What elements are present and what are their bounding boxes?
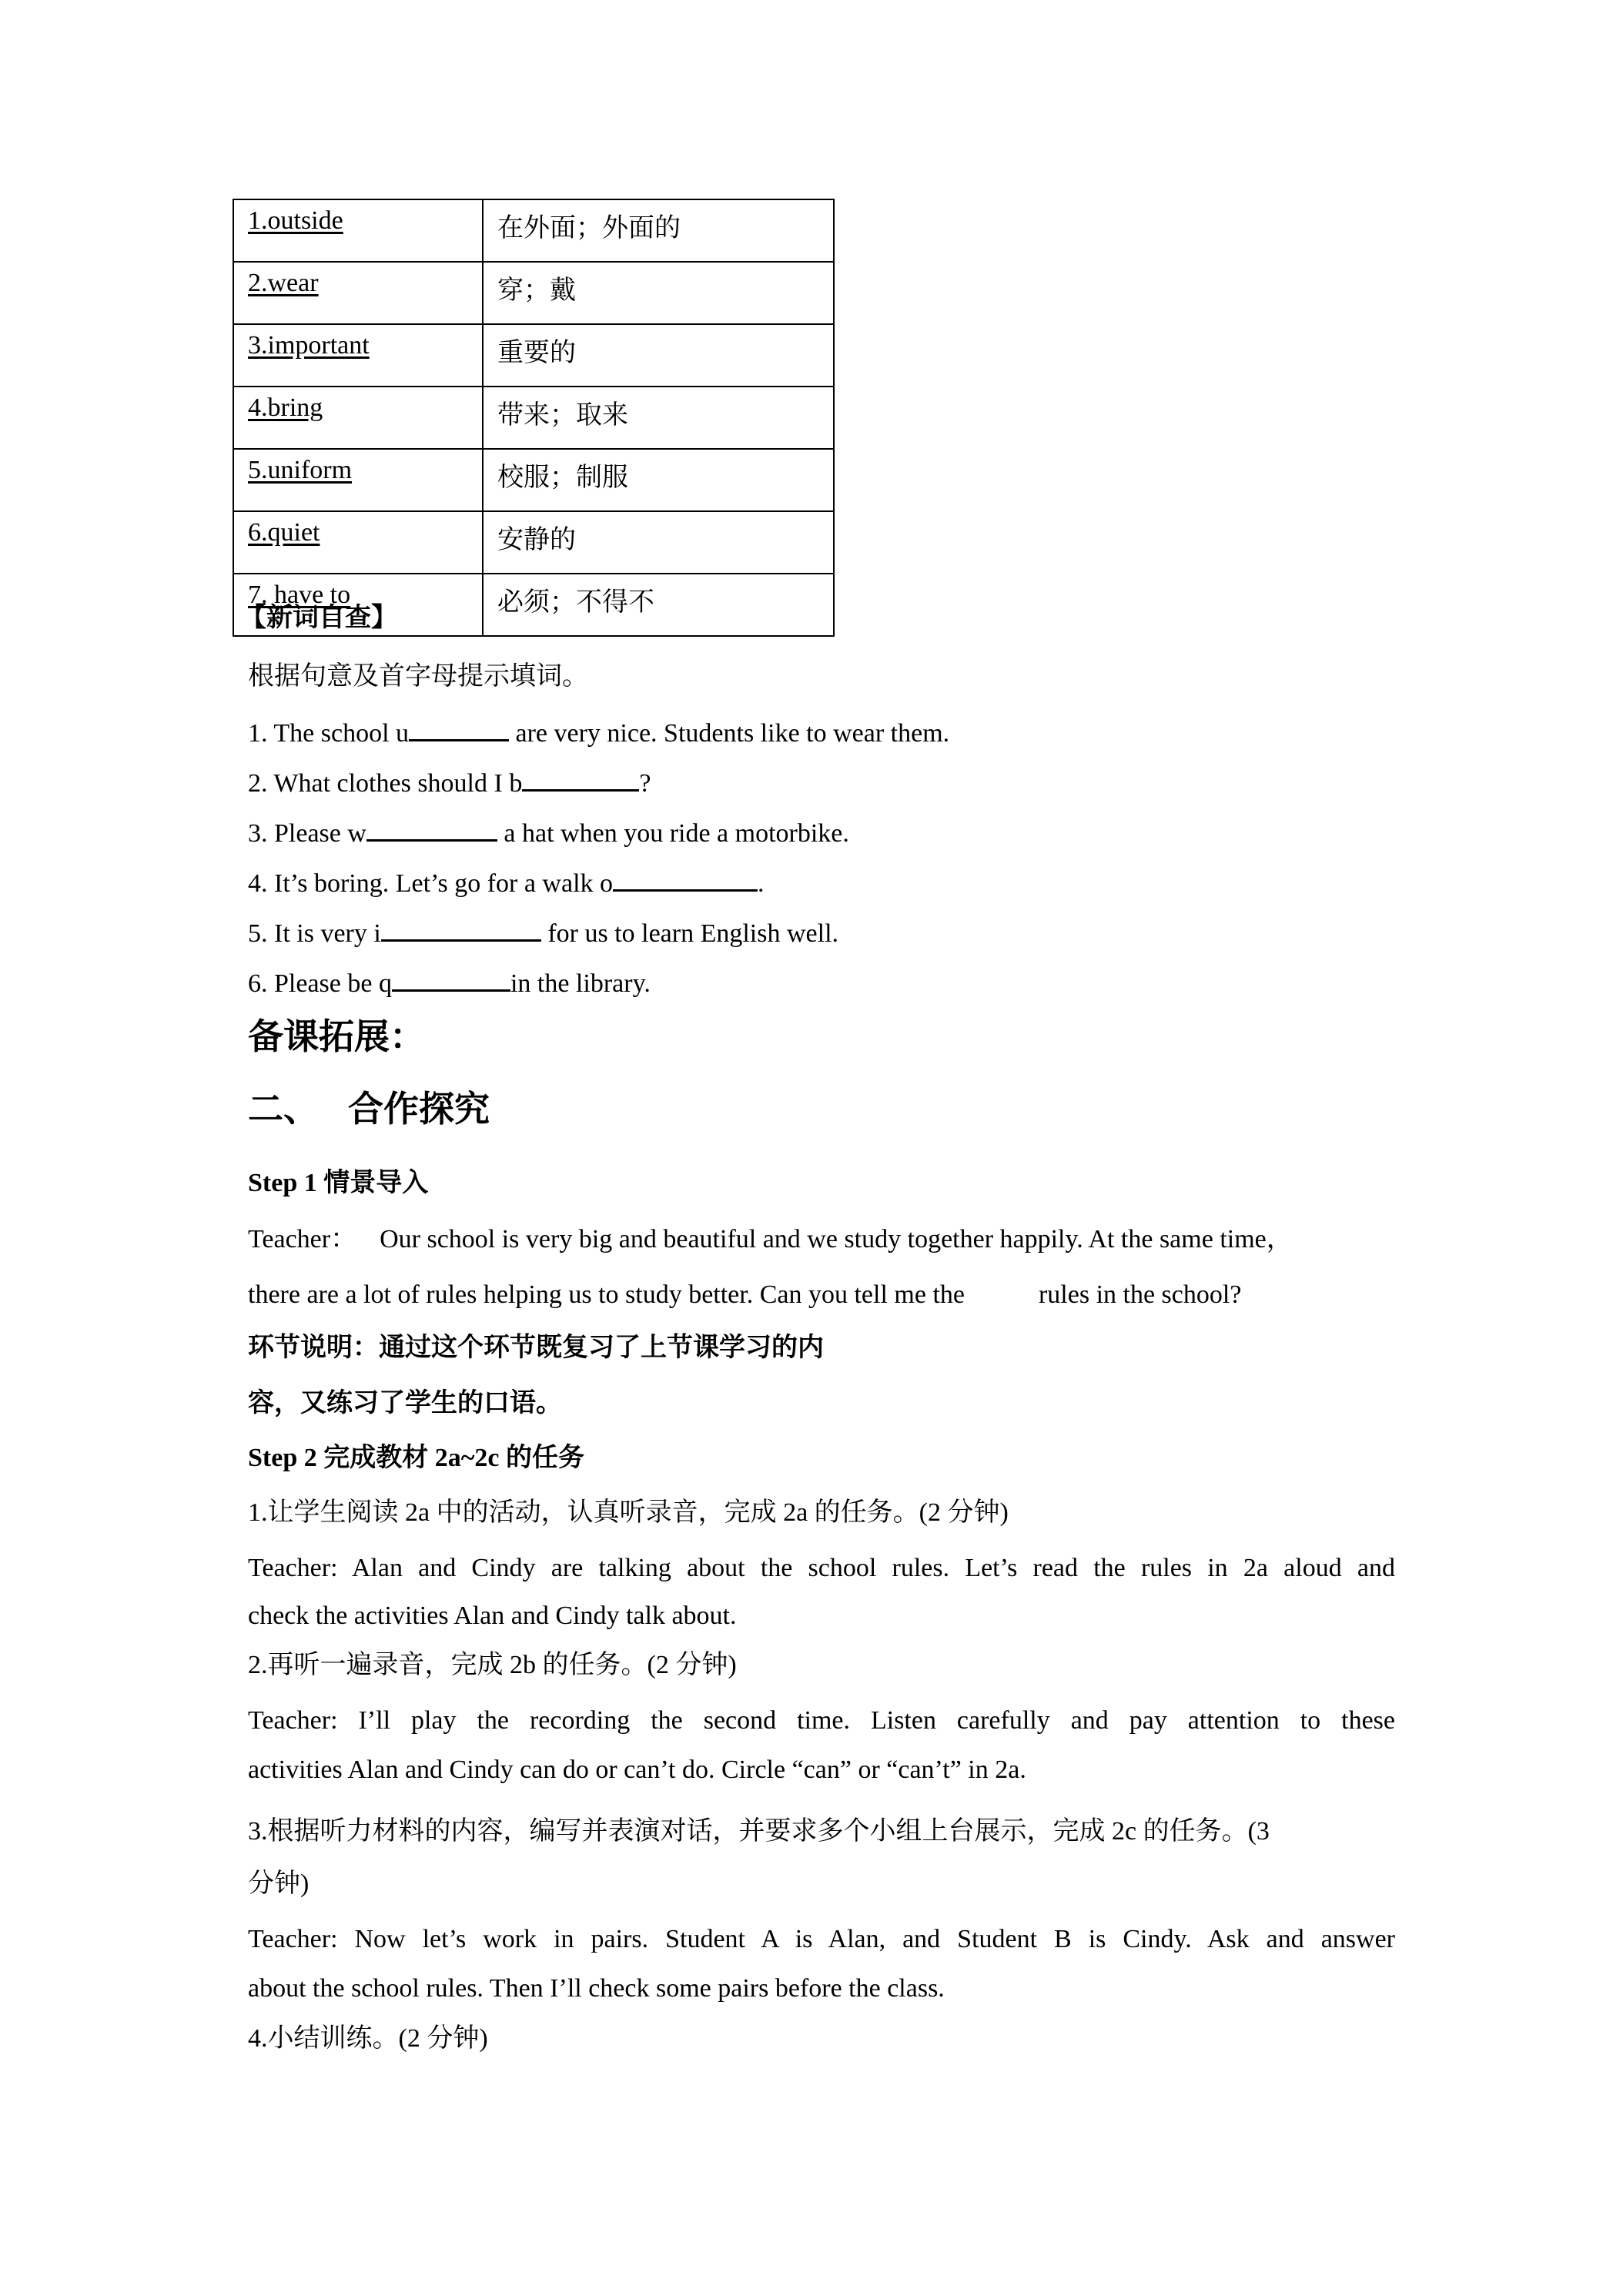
vocab-word-cell [233, 387, 483, 449]
vocab-word: 1.outside [248, 206, 343, 235]
step1-note-1: 环节说明：通过这个环节既复习了上节课学习的内 [248, 1334, 824, 1362]
vocab-word: 6.quiet [248, 518, 320, 547]
step1-note-2: 容，又练习了学生的口语。 [248, 1389, 562, 1417]
prep-extension-heading: 备课拓展： [248, 1017, 425, 1056]
step2-task-4: 4.小结训练。(2 分钟) [248, 2024, 488, 2053]
fill-item-2: 2. What clothes should I b ? [248, 766, 651, 797]
vocab-row [233, 387, 834, 449]
vocab-meaning: 带来；取来 [483, 387, 834, 449]
vocab-row [233, 511, 834, 574]
step2-title: Step 2 完成教材 2a~2c 的任务 [248, 1444, 585, 1472]
fill-blank[interactable] [613, 866, 758, 892]
fill-item-3: 3. Please w a hat when you ride a motorbike. [248, 816, 849, 847]
step1-teacher-line2: there are a lot of rules helping us to study better. Can you tell me the rules in the school? [248, 1280, 1242, 1309]
vocab-meaning: 必须；不得不 [483, 574, 834, 636]
vocab-word: 2.wear [248, 269, 319, 297]
fill-blank[interactable] [409, 716, 509, 741]
vocab-row [233, 262, 834, 324]
section-heading: 二、 合作探究 [248, 1089, 490, 1129]
step2-task-2: 2.再听一遍录音，完成 2b 的任务。(2 分钟) [248, 1651, 737, 1679]
fill-blank[interactable] [366, 816, 497, 842]
vocab-row [233, 449, 834, 511]
step1-teacher-line1: Teacher： Our school is very big and beautiful and we study together happily. At the same time， [248, 1225, 1293, 1253]
fill-item-1: 1. The school u are very nice. Students like to wear them. [248, 716, 949, 747]
fill-blank[interactable] [381, 916, 541, 942]
vocab-word-cell [233, 511, 483, 574]
vocab-word-cell [233, 324, 483, 387]
step2-task-3-1: 3.根据听力材料的内容，编写并表演对话，并要求多个小组上台展示，完成 2c 的任务。(3 [248, 1817, 1270, 1846]
step2-task-1-teacher-1: Teacher: Alan and Cindy are talking about the school rules. Let’s read the rules in 2a aloud and [248, 1554, 1395, 1582]
step2-task-2-teacher-2: activities Alan and Cindy can do or can’t do. Circle “can” or “can’t” in 2a. [248, 1755, 1026, 1784]
fill-blank[interactable] [522, 766, 639, 792]
step2-task-1: 1.让学生阅读 2a 中的活动，认真听录音，完成 2a 的任务。(2 分钟) [248, 1498, 1009, 1527]
step2-task-3-teacher-2: about the school rules. Then I’ll check some pairs before the class. [248, 1974, 945, 2003]
vocab-row [233, 324, 834, 387]
self-check-heading: 【新词自查】 [240, 604, 397, 632]
vocab-word: 7. have to [248, 581, 351, 609]
vocab-meaning: 安静的 [483, 511, 834, 574]
vocab-meaning: 校服；制服 [483, 449, 834, 511]
vocab-word: 4.bring [248, 393, 323, 422]
self-check-instruction: 根据句意及首字母提示填词。 [248, 662, 588, 691]
vocab-word: 3.important [248, 331, 370, 360]
fill-item-5: 5. It is very i for us to learn English well. [248, 916, 838, 947]
vocab-word-cell [233, 449, 483, 511]
vocab-row [233, 199, 834, 262]
step2-task-1-teacher-2: check the activities Alan and Cindy talk about. [248, 1602, 737, 1630]
vocab-meaning: 在外面；外面的 [483, 199, 834, 262]
fill-item-6: 6. Please be q in the library. [248, 966, 651, 997]
vocab-word-cell [233, 199, 483, 262]
vocab-meaning: 重要的 [483, 324, 834, 387]
vocab-word: 5.uniform [248, 456, 353, 484]
fill-blank[interactable] [392, 966, 510, 992]
step2-task-3-teacher-1: Teacher: Now let’s work in pairs. Student A is Alan, and Student B is Cindy. Ask and answer [248, 1925, 1395, 1953]
step2-task-3-2: 分钟) [248, 1869, 310, 1898]
fill-item-4: 4. It’s boring. Let’s go for a walk o . [248, 866, 765, 897]
vocab-word-cell [233, 262, 483, 324]
step1-title: Step 1 情景导入 [248, 1169, 429, 1197]
vocab-table [233, 199, 835, 637]
vocab-meaning: 穿；戴 [483, 262, 834, 324]
step2-task-2-teacher-1: Teacher: I’ll play the recording the second time. Listen carefully and pay attention to these [248, 1706, 1395, 1735]
